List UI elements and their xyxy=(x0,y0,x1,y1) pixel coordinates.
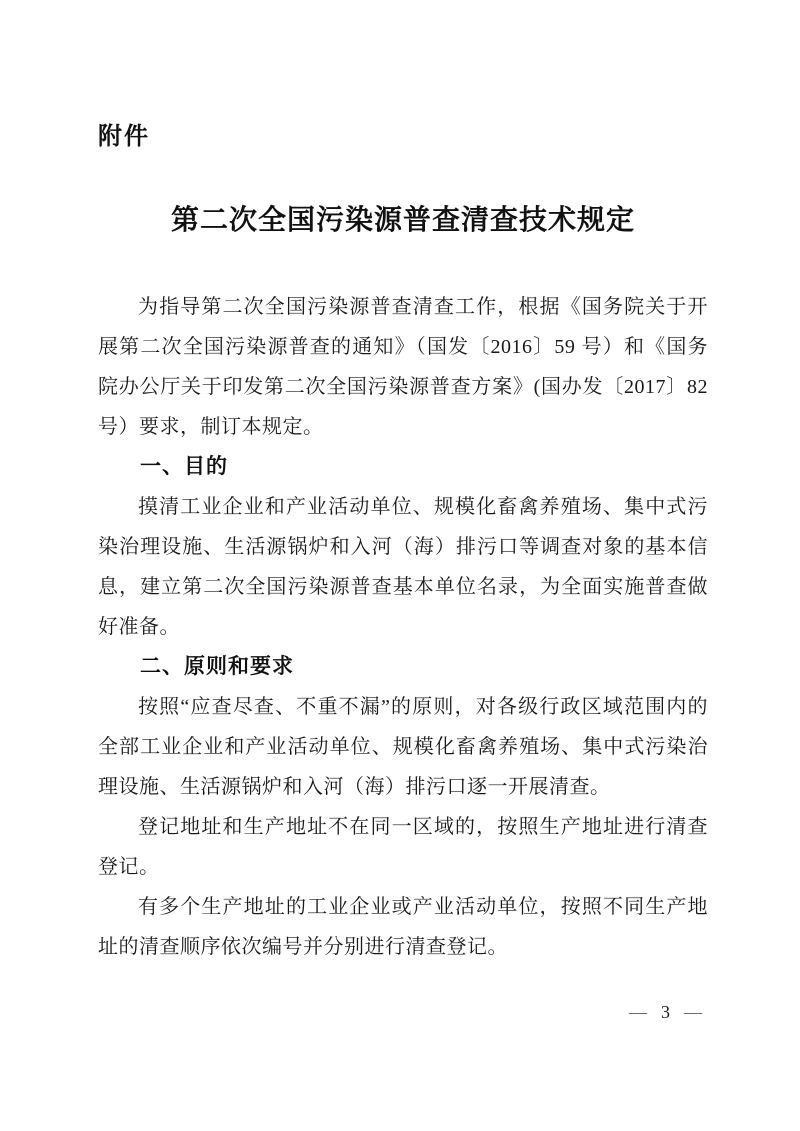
section-heading-purpose: 一、目的 xyxy=(140,455,228,478)
paragraph-multiple-addresses: 有多个生产地址的工业企业或产业活动单位，按照不同生产地址的清查顺序依次编号并分别进行清查登记。 xyxy=(98,896,708,958)
document-body xyxy=(98,287,708,967)
paragraph-intro: 为指导第二次全国污染源普查清查工作，根据《国务院关于开展第二次全国污染源普查的通知》（国发〔2016〕59 号）和《国务院办公厅关于印发第二次全国污染源普查方案》(国办发〔2017〕82 号）要求，制订本规定。 xyxy=(98,296,708,438)
footer-dash-left: — xyxy=(629,1001,647,1022)
attachment-label: 附件 xyxy=(98,123,150,150)
section-heading-principles: 二、原则和要求 xyxy=(140,655,294,678)
page-number: 3 xyxy=(661,1001,670,1022)
paragraph-principles: 按照“应查尽查、不重不漏”的原则，对各级行政区域范围内的全部工业企业和产业活动单位、规模化畜禽养殖场、集中式污染治理设施、生活源锅炉和入河（海）排污口逐一开展清查。 xyxy=(98,696,708,798)
paragraph-registration-address: 登记地址和生产地址不在同一区域的，按照生产地址进行清查登记。 xyxy=(98,816,708,878)
paragraph-purpose: 摸清工业企业和产业活动单位、规模化畜禽养殖场、集中式污染治理设施、生活源锅炉和入河（海）排污口等调查对象的基本信息，建立第二次全国污染源普查基本单位名录，为全面实施普查做好准备。 xyxy=(98,496,708,638)
footer-dash-right: — xyxy=(684,1001,702,1022)
document-title: 第二次全国污染源普查清查技术规定 xyxy=(170,204,635,235)
page-footer xyxy=(629,1000,702,1024)
